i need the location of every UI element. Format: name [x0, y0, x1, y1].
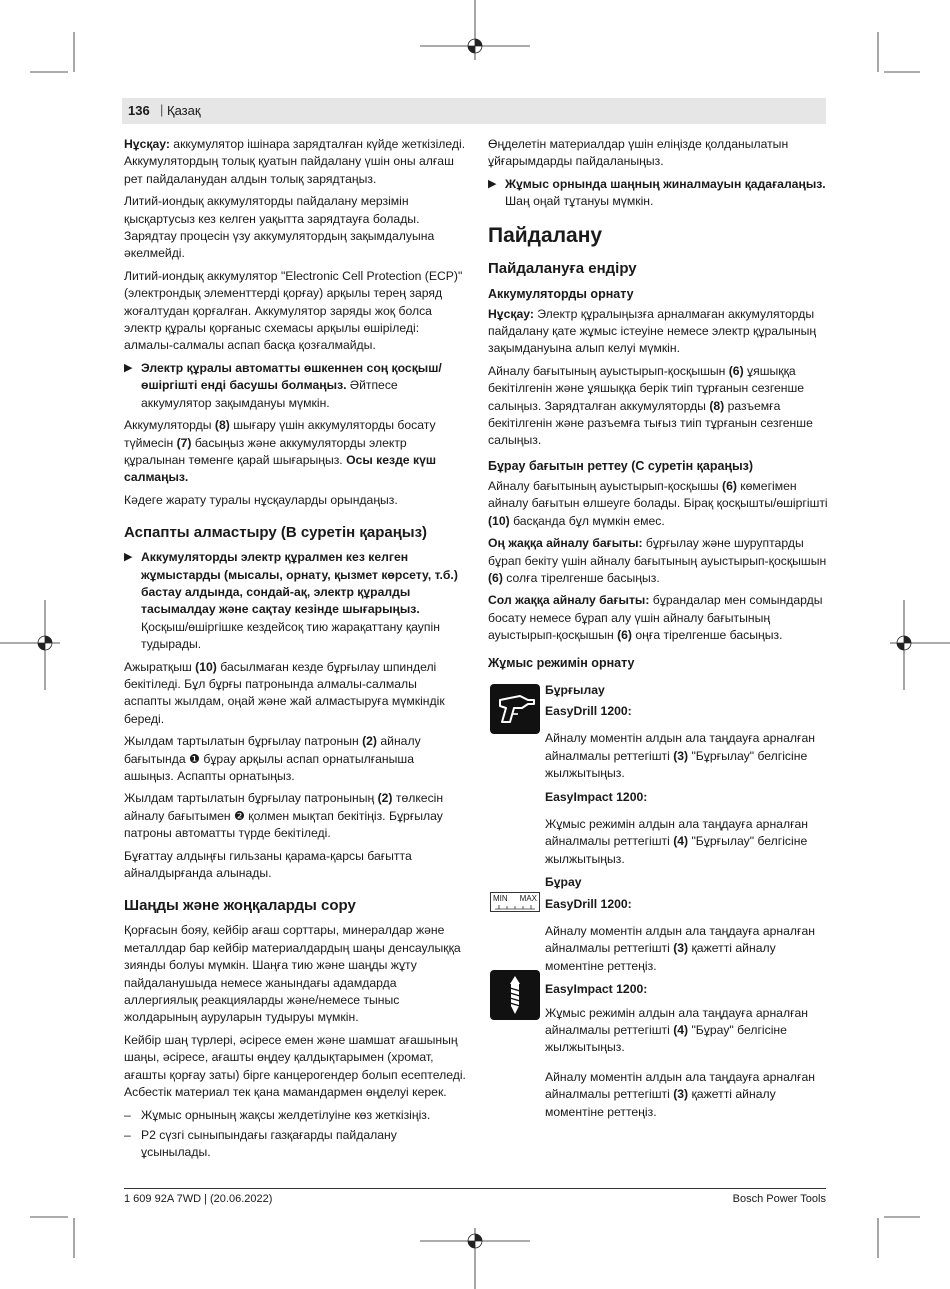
paragraph-disposal: Кәдеге жарату туралы нұсқауларды орындаңыз. [124, 492, 398, 507]
screw-model-easydrill: EasyDrill 1200: [545, 896, 632, 911]
heading-operating-mode: Жұмыс режимін орнату [488, 655, 635, 670]
footer-document-number: 1 609 92A 7WD | (20.06.2022) [124, 1193, 273, 1205]
min-max-torque-icon: MIN MAX [490, 892, 540, 912]
paragraph-left-rotation: Сол жаққа айналу бағыты: бұрандалар мен сомындарды босату немесе бұрап алу үшін айналу бағытының ауыстырып-қосқышын (6) оңға тірелгенше басыңыз. [488, 593, 823, 643]
right-column [488, 136, 828, 1127]
screw-text-easyimpact-torque: Айналу моментін алдын ала таңдауға арналған айналмалы реттегішті (3) қажетті айналу моментіне реттеңіз. [545, 1069, 815, 1119]
heading-starting-operation: Пайдалануға ендіру [488, 259, 637, 277]
paragraph-right-rotation: Оң жаққа айналу бағыты: бұрғылау және шуруптарды бұрап бекіту үшін айналу бағытының ауыстырып-қосқышын (6) солға тірелгенше басыңыз. [488, 536, 827, 585]
bullet-triangle-icon: ▶ [124, 551, 133, 564]
drill-title: Бұрғылау [545, 682, 605, 697]
paragraph-spindle-lock: Ажыратқыш (10) басылмаған кезде бұрғылау шпинделі бекітіледі. Бұл бұрғы патронында алмалы-салмалы аспапты жылдам, оңай және жай алмастыруға мүмкіндік береді. [124, 659, 445, 726]
paragraph-insert-battery: Айналу бағытының ауыстырып-қосқышын (6) ұяшыққа бекітілгенін және ұяшыққа берік тиіп тұрғанын сезгенше салыңыз. Зарядталған аккумуляторды (8) разъемға бекітілгенін және разъемға тығыз тиіп тұрғанын сезгенше салыңыз. [488, 363, 813, 448]
screw-model-easyimpact: EasyImpact 1200: [545, 982, 648, 997]
drill-model-easyimpact: EasyImpact 1200: [545, 789, 648, 804]
left-column [124, 136, 466, 1165]
mode-screwdriving [488, 874, 828, 1121]
note-battery: Нұсқау: Электр құралыңызға арналмаған аккумуляторды пайдалану қате жұмыс істеуіне немесе электр құралының зақымдануына алып келуі мүмкін. [488, 306, 817, 356]
header-language: Қазақ [167, 103, 201, 118]
screw-title: Бұрау [545, 875, 582, 890]
page-footer [124, 1188, 826, 1205]
mode-drilling [488, 682, 828, 869]
warning-bullet-remove-battery: ▶ Аккумуляторды электр құралмен кез келген жұмыстарды (мысалы, орнату, қызмет көрсету, т.б.) бастау алдында, сондай-ақ, электр құралды тасымалдау және сақтау кезінде шығарыңыз. Қосқыш/өшіргішке кездейсоқ тию жарақаттану қаупін тудырады. [124, 550, 458, 652]
drill-text-easydrill: Айналу моментін алдын ала таңдауға арналған айналмалы реттегішті (3) "Бұрғылау" белгісіне жылжытыңыз. [545, 731, 815, 781]
heading-insert-battery: Аккумуляторды орнату [488, 286, 634, 301]
paragraph-regulations: Өңделетін материалдар үшін еліңізде қолданылатын ұйғарымдарды пайдаланыңыз. [488, 137, 789, 169]
screw-text-easydrill: Айналу моментін алдын ала таңдауға арналған айналмалы реттегішті (3) қажетті айналу моментіне реттеңіз. [545, 924, 815, 973]
bullet-triangle-icon: ▶ [124, 361, 133, 374]
footer-brand: Bosch Power Tools [732, 1193, 826, 1205]
screw-text-easyimpact-mode: Жұмыс режимін алдын ала таңдауға арналған айналмалы реттегішті (4) "Бұрау" белгісіне жылжытыңыз. [545, 1005, 809, 1055]
page-number: 136 [128, 103, 150, 118]
paragraph-dust-carcinogen: Кейбір шаң түрлері, әсіресе емен және шамшат ағашының шаңы, әсіресе, ағашты өңдеу қалдықтарымен (хромат, ағашты қорғау заты) бірге канцерогендер болып есептеледі. Асбестік материал тек қана мамандармен өңделуі керек. [124, 1032, 466, 1100]
dash-item-mask: – Р2 сүзгі сыныпындағы газқағарды пайдалану ұсынылады. [124, 1127, 397, 1160]
paragraph-open-chuck: Жылдам тартылатын бұрғылау патронын (2) айналу бағытында ❶ бұрау арқылы аспап орнатылғаныша ашыңыз. Аспапты орнатыңыз. [124, 734, 421, 783]
warning-bullet-switch: ▶ Электр құралы автоматты өшкеннен соң қосқыш/өшіргішті енді басушы болмаңыз. Әйтпесе аккумулятор зақымдануы мүмкін. [124, 360, 442, 410]
heading-operation: Пайдалану [488, 223, 603, 247]
paragraph-unlock: Бұғаттау алдыңғы гильзаны қарама-қарсы бағытта айналдырғанда алынады. [124, 848, 412, 881]
note-charge: Нұсқау: аккумулятор ішінара зарядталған күйде жеткізіледі. Аккумулятордың толық қуатын пайдалану үшін оны алғаш рет пайдаланудан алдын толық зарядтаңыз. [124, 137, 466, 186]
screw-icon [490, 970, 540, 1020]
header-separator: | [160, 102, 164, 117]
paragraph-liion-charge: Литий-иондық аккумуляторды пайдалану мерзімін қысқартусыз кез келген уақытта зарядтауға болады. Зарядтау процесін үзу аккумулятордың зақымдалуына әкелмейді. [124, 194, 435, 261]
paragraph-rotation-switch: Айналу бағытының ауыстырып-қосқышы (6) көмегімен айналу бағытын өлшеуге болады. Бірақ қосқышты/өшіргішті (10) басқанда бұл мүмкін емес. [488, 478, 828, 528]
heading-dust-extraction: Шаңды және жоңқаларды сору [124, 897, 356, 915]
bullet-triangle-icon: ▶ [488, 177, 497, 190]
page-header [122, 98, 826, 124]
heading-tool-change: Аспапты алмастыру (B суретін қараңыз) [124, 524, 428, 542]
drill-text-easyimpact: Жұмыс режимін алдын ала таңдауға арналған айналмалы реттегішті (4) "Бұрғылау" белгісіне жылжытыңыз. [545, 816, 809, 866]
paragraph-ecp: Литий-иондық аккумулятор "Electronic Cell Protection (ECP)" (электрондық элементтерді қорғау) арқылы терең заряд жоғалтудан қорғалған. Аккумулятор заряды жоқ болса электр құралы қорғаныс схемасы арқылы өшіріледі: алмалы-салмалы аспап басқа қозғалмайды. [124, 268, 463, 353]
heading-rotation-direction: Бұрау бағытын реттеу (C суретін қараңыз) [488, 458, 754, 473]
paragraph-remove-battery: Аккумуляторды (8) шығару үшін аккумуляторды босату түймесін (7) басыңыз және аккумуляторды электр құралынан төменге қарай шығарыңыз. Осы кезде күш салмаңыз. [124, 418, 437, 485]
paragraph-dust-harm: Қорғасын бояу, кейбір ағаш сорттары, минералдар және металлдар бар кейбір материалдардың шаңы денсаулыққа зиянды болуы мүмкін. Шаңға тию және шаңды жұту пайдаланушыда немесе жанындағы адамдарда аллергиялық реакцияларды және/немесе тыныс жолдарының ауруларын тудыруы мүмкін. [124, 923, 461, 1025]
paragraph-tighten-chuck: Жылдам тартылатын бұрғылау патронының (2) төлкесін айналу бағытымен ❷ қолмен мықтап бекітіңіз. Бұрғылау патроны автоматты түрде бекітіледі. [124, 791, 444, 841]
drill-model-easydrill: EasyDrill 1200: [545, 703, 632, 718]
warning-bullet-dust: ▶ Жұмыс орнында шаңның жиналмауын қадағалаңыз. Шаң оңай тұтануы мүмкін. [488, 176, 826, 209]
drill-icon [490, 684, 540, 734]
dash-item-ventilation: – Жұмыс орнының жақсы желдетілуіне көз жеткізіңіз. [124, 1107, 431, 1122]
